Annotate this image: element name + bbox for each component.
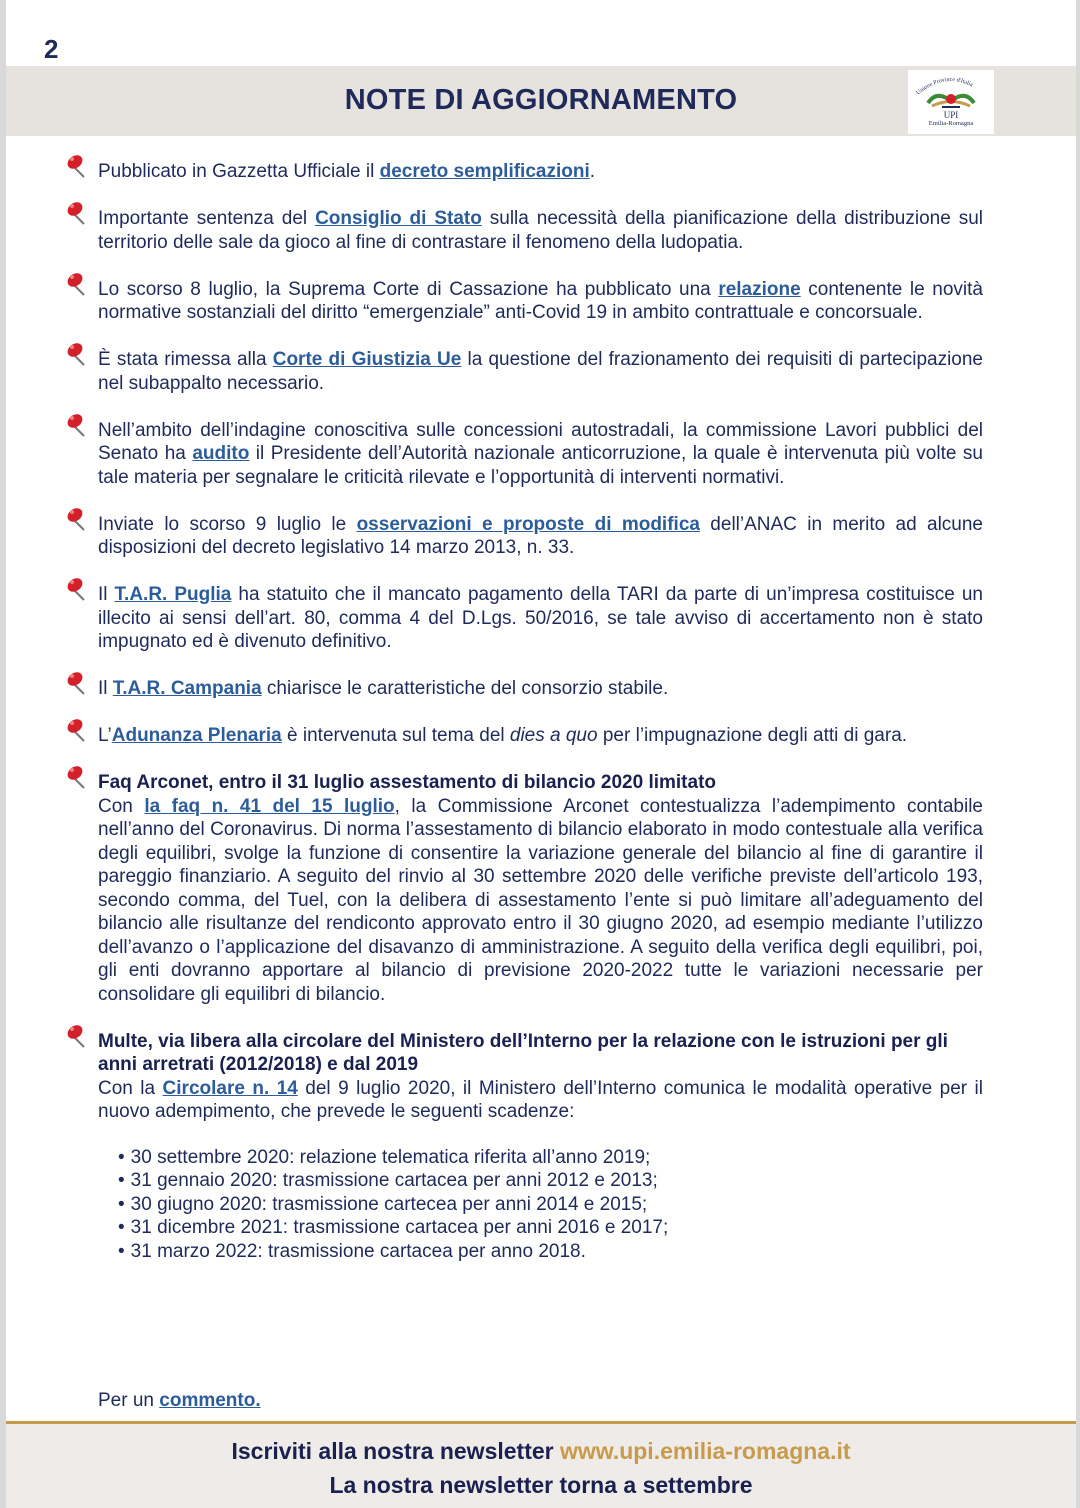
faq-link[interactable]: la faq n. 41 del 15 luglio bbox=[144, 795, 395, 817]
news-text: è intervenuta sul tema del bbox=[281, 725, 510, 746]
faq-text: , la Commissione Arconet contestualizza l’adempimento contabile nell’anno del Coronavirus. Di norma l’assestamento di bilancio elaborato in modo contestuale alla verifica degli equilibri, svolge la funzione di consentire la variazione generale del bilancio al fine di garantire il pareggio finanziario. A seguito del rinvio al 30 settembre 2020 delle verifiche previste dell’articolo 193, secondo comma, del Tuel, con la delibera di assestamento l’ente si può limitare all’adeguamento del bilancio alle risultanze del rendiconto approvato entro il 30 giugno 2020, ad esempio mediante l’utilizzo dell’avanzo o l’applicazione del disavanzo di amministrazione. A seguito della verifica degli equilibri, poi, gli enti dovranno apportare al bilancio di previsione 2020-2022 tutte le variazioni necessarie per consolidare gli equilibri di bilancio. bbox=[98, 795, 983, 1005]
logo-arc-text: Unione Province d'Italia bbox=[915, 76, 974, 97]
news-item bbox=[98, 278, 983, 325]
news-text: contenente le novità normative sostanziali del diritto “emergenziale” anti-Covid 19 in ambito contrattuale e concorsuale. bbox=[98, 278, 983, 323]
news-text: Lo scorso 8 luglio, la Suprema Corte di Cassazione ha pubblicato una bbox=[98, 278, 719, 300]
news-text: la questione del frazionamento dei requisiti di partecipazione nel subappalto necessario. bbox=[98, 349, 983, 394]
news-item bbox=[98, 160, 983, 184]
news-text: Pubblicato in Gazzetta Ufficiale il bbox=[98, 161, 380, 182]
faq-heading: Faq Arconet, entro il 31 luglio assestamento di bilancio 2020 limitato bbox=[98, 772, 717, 793]
news-text: ha statuito che il mancato pagamento della TARI da parte di un’impresa costituisce un illecito ai sensi dell’art. 80, comma 4 del D.Lgs. 50/2016, se tale avviso di accertamento non è stato impugnato ed è divenuto definitivo. bbox=[98, 584, 983, 652]
news-text: Importante sentenza del bbox=[98, 208, 316, 229]
news-link[interactable]: T.A.R. Puglia bbox=[114, 584, 232, 605]
news-text: Il bbox=[98, 678, 113, 699]
multe-text: Con la bbox=[98, 1077, 163, 1099]
pushpin-icon bbox=[64, 715, 96, 745]
website-link[interactable]: www.upi.emilia-romagna.it bbox=[560, 1438, 851, 1464]
newsletter-return-text: La nostra newsletter torna a settembre bbox=[329, 1472, 753, 1498]
footer bbox=[6, 1424, 1076, 1508]
upi-logo bbox=[908, 70, 994, 134]
news-item bbox=[98, 583, 983, 654]
news-text: sulla necessità della pianificazione della distribuzione sul territorio delle sale da gioco al fine di contrastare il fenomeno della ludopatia. bbox=[98, 208, 983, 253]
deadline-item: • 30 giugno 2020: trasmissione cartecea per anni 2014 e 2015; bbox=[118, 1193, 983, 1217]
deadlines-list bbox=[118, 1146, 983, 1264]
news-item bbox=[98, 513, 983, 560]
news-text: L’ bbox=[98, 725, 112, 746]
logo-region-text: Emilia-Romagna bbox=[928, 120, 974, 127]
news-text: Nell’ambito dell’indagine conoscitiva sulle concessioni autostradali, la commissione Lavori pubblici del Senato ha bbox=[98, 419, 983, 464]
logo-upi-text: UPI bbox=[943, 110, 959, 120]
news-text: chiarisce le caratteristiche del consorzio stabile. bbox=[261, 678, 669, 699]
faq-arconet-item bbox=[98, 771, 983, 1006]
pushpin-icon bbox=[64, 151, 96, 181]
comment-text: Per un bbox=[98, 1390, 160, 1411]
pushpin-icon bbox=[64, 1021, 96, 1051]
comment-line bbox=[98, 1390, 261, 1412]
pushpin-icon bbox=[64, 410, 96, 440]
news-link[interactable]: T.A.R. Campania bbox=[112, 678, 262, 699]
page-title: NOTE DI AGGIORNAMENTO bbox=[344, 84, 738, 116]
news-text: È stata rimessa alla bbox=[98, 349, 273, 370]
news-link[interactable]: Adunanza Plenaria bbox=[111, 725, 282, 746]
news-link[interactable]: decreto semplificazioni bbox=[379, 161, 590, 182]
pushpin-icon bbox=[64, 762, 96, 792]
news-link[interactable]: Corte di Giustizia Ue bbox=[272, 349, 462, 370]
news-link[interactable]: relazione bbox=[718, 278, 801, 300]
multe-text: del 9 luglio 2020, il Ministero dell’Interno comunica le modalità operative per il nuovo adempimento, che prevede le seguenti scadenze: bbox=[98, 1077, 983, 1122]
news-italic-text: dies a quo bbox=[509, 725, 598, 746]
upi-emblem-icon bbox=[914, 73, 988, 113]
deadline-item: • 31 marzo 2022: trasmissione cartacea per anno 2018. bbox=[118, 1240, 983, 1264]
news-text: per l’impugnazione degli atti di gara. bbox=[597, 725, 908, 746]
comment-link[interactable]: commento. bbox=[159, 1390, 261, 1411]
multe-item bbox=[98, 1030, 983, 1264]
newsletter-line bbox=[6, 1438, 1076, 1465]
news-text: . bbox=[589, 161, 596, 182]
pushpin-icon bbox=[64, 574, 96, 604]
faq-text: Con bbox=[98, 795, 145, 817]
multe-heading: Multe, via libera alla circolare del Ministero dell’Interno per la relazione con le istruzioni per gli anni arretrati (2012/2018) e dal 2019 bbox=[98, 1030, 948, 1075]
header-band bbox=[6, 66, 1076, 136]
deadline-item: • 31 gennaio 2020: trasmissione cartacea per anni 2012 e 2013; bbox=[118, 1169, 983, 1193]
pushpin-icon bbox=[64, 269, 96, 299]
deadline-item: • 30 settembre 2020: relazione telematica riferita all’anno 2019; bbox=[118, 1146, 983, 1170]
news-item bbox=[98, 207, 983, 254]
pushpin-icon bbox=[64, 504, 96, 534]
news-item bbox=[98, 419, 983, 490]
news-item bbox=[98, 677, 983, 701]
circolare-link[interactable]: Circolare n. 14 bbox=[162, 1077, 298, 1099]
news-link[interactable]: audito bbox=[192, 443, 250, 464]
pushpin-icon bbox=[64, 668, 96, 698]
page-number: 2 bbox=[44, 34, 59, 64]
newsletter-text: Iscriviti alla nostra newsletter bbox=[231, 1438, 560, 1464]
svg-text:Unione Province d'Italia bbox=[916, 77, 974, 96]
news-item bbox=[98, 724, 983, 748]
pushpin-icon bbox=[64, 198, 96, 228]
news-list bbox=[98, 160, 983, 1287]
page-frame-left bbox=[0, 0, 6, 1508]
news-text: Il bbox=[98, 584, 115, 605]
pushpin-icon bbox=[64, 339, 96, 369]
news-link[interactable]: Consiglio di Stato bbox=[315, 208, 482, 229]
news-item bbox=[98, 348, 983, 395]
news-text: Inviate lo scorso 9 luglio le bbox=[98, 513, 357, 535]
page-frame-right bbox=[1076, 0, 1080, 1508]
news-text: dell’ANAC in merito ad alcune disposizioni del decreto legislativo 14 marzo 2013, n. 33. bbox=[98, 513, 984, 558]
deadline-item: • 31 dicembre 2021: trasmissione cartacea per anni 2016 e 2017; bbox=[118, 1216, 983, 1240]
news-text: il Presidente dell’Autorità nazionale anticorruzione, la quale è intervenuta più volte su tale materia per segnalare le criticità rilevate e l’opportunità di interventi normativi. bbox=[98, 443, 983, 488]
news-link[interactable]: osservazioni e proposte di modifica bbox=[356, 513, 700, 535]
